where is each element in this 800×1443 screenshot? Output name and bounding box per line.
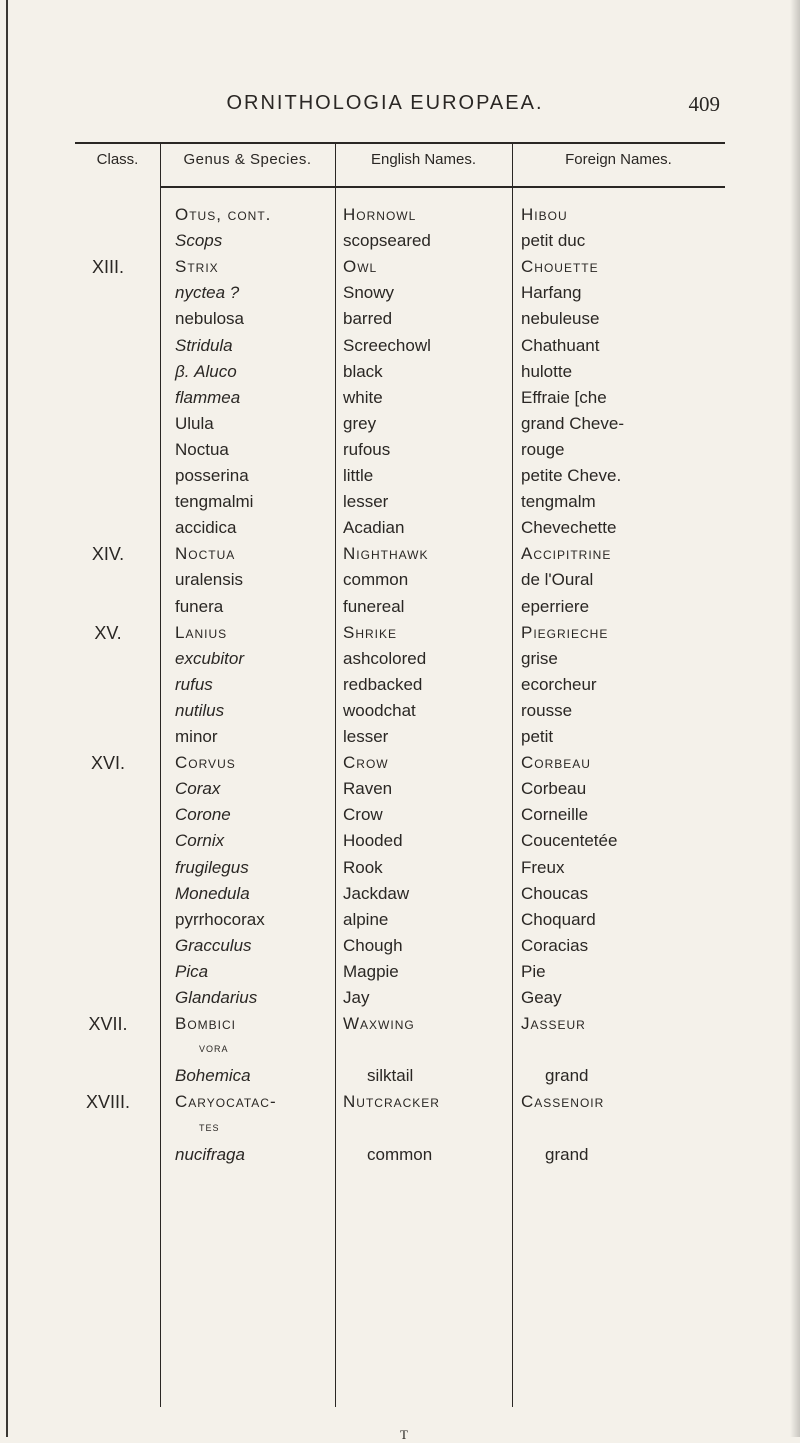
foreign-name-cell: Coucentetée: [521, 831, 618, 851]
foreign-name-cell: de l'Oural: [521, 570, 594, 590]
english-name-cell: little: [343, 466, 374, 485]
foreign-name-cell: Accipitrine: [521, 544, 612, 564]
class-numeral: XVII.: [88, 1014, 128, 1035]
foreign-name-cell: petite Cheve.: [521, 466, 622, 485]
english-name-cell: black: [343, 361, 383, 381]
foreign-name-cell: grand: [545, 1066, 589, 1086]
genus-species-cell: flammea: [175, 387, 241, 407]
english-name-cell: white: [343, 387, 383, 407]
table-row: [0, 675, 800, 701]
english-name-cell: alpine: [343, 909, 389, 929]
table-row: [0, 1092, 800, 1118]
signature-mark: T: [400, 1427, 408, 1442]
genus-species-cell: minor: [175, 727, 218, 746]
table-row: [0, 440, 800, 466]
english-name-cell: Shrike: [343, 622, 398, 642]
english-name-cell: rufous: [343, 439, 391, 459]
english-name-cell: Hooded: [343, 831, 403, 851]
table-row: [0, 884, 800, 910]
english-name-cell: redbacked: [343, 674, 423, 694]
table-row: [0, 309, 800, 335]
genus-species-cell: accidica: [175, 518, 237, 538]
table-row: [0, 492, 800, 518]
foreign-name-cell: eperriere: [521, 596, 590, 616]
foreign-name-cell: Chouette: [521, 257, 599, 277]
genus-species-cell: Noctua: [175, 439, 229, 459]
foreign-name-cell: Corbeau: [521, 779, 587, 799]
foreign-name-cell: rouge: [521, 439, 565, 459]
table-row: [0, 831, 800, 857]
table-row: [0, 910, 800, 936]
foreign-name-cell: Hibou: [521, 205, 568, 224]
english-name-cell: Snowy: [343, 283, 395, 303]
english-name-cell: lesser: [343, 492, 389, 512]
foreign-name-cell: Coracias: [521, 935, 589, 955]
english-name-cell: Owl: [343, 257, 378, 277]
genus-species-cell: Gracculus: [175, 935, 252, 955]
table-row: [0, 414, 800, 440]
table-row: [0, 257, 800, 283]
table-row: [0, 962, 800, 988]
table-row: [0, 362, 800, 388]
genus-species-cell: tengmalmi: [175, 492, 254, 512]
english-name-cell: common: [367, 1144, 433, 1164]
table-row: [0, 1014, 800, 1040]
table-row: [0, 1145, 800, 1171]
genus-species-cell: Monedula: [175, 883, 250, 903]
table-row: [0, 597, 800, 623]
genus-species-cell: Lanius: [175, 622, 228, 642]
header-english-names: English Names.: [370, 151, 477, 168]
foreign-name-cell: rousse: [521, 700, 573, 720]
english-name-cell: Acadian: [343, 518, 405, 538]
table-row: [0, 205, 800, 231]
english-name-cell: lesser: [343, 727, 389, 746]
foreign-name-cell: ecorcheur: [521, 674, 597, 694]
header-class: Class.: [96, 151, 139, 168]
table-row: [0, 1040, 800, 1066]
english-name-cell: Rook: [343, 857, 383, 877]
genus-species-cell: excubitor: [175, 648, 244, 668]
foreign-name-cell: grise: [521, 648, 558, 668]
table-row: [0, 649, 800, 675]
english-name-cell: Crow: [343, 805, 383, 825]
table-row: [0, 858, 800, 884]
genus-species-cell: Glandarius: [175, 988, 258, 1007]
foreign-name-cell: Piegrieche: [521, 622, 609, 642]
table-row: [0, 570, 800, 596]
foreign-name-cell: Pie: [521, 961, 546, 981]
table-row: [0, 1066, 800, 1092]
genus-species-cell: β. Aluco: [175, 361, 237, 381]
table-row: [0, 283, 800, 309]
genus-species-cell: Corvus: [175, 753, 236, 773]
english-name-cell: Crow: [343, 753, 389, 773]
genus-species-cell: uralensis: [175, 570, 244, 590]
genus-species-cell: tes: [199, 1118, 220, 1134]
foreign-name-cell: Choucas: [521, 883, 589, 903]
class-numeral: XVI.: [90, 753, 125, 774]
genus-species-cell: posserina: [175, 466, 249, 485]
genus-species-cell: frugilegus: [175, 857, 249, 877]
genus-species-cell: Stridula: [175, 335, 233, 355]
english-name-cell: ashcolored: [343, 648, 427, 668]
genus-species-cell: Bohemica: [175, 1066, 251, 1086]
english-name-cell: Chough: [343, 935, 403, 955]
table-row: [0, 466, 800, 492]
genus-species-cell: vora: [199, 1040, 229, 1056]
foreign-name-cell: Choquard: [521, 909, 596, 929]
table-row: [0, 701, 800, 727]
english-name-cell: Magpie: [343, 961, 399, 981]
genus-species-cell: Caryocatac-: [175, 1092, 277, 1112]
english-name-cell: Screechowl: [343, 335, 431, 355]
foreign-name-cell: Harfang: [521, 283, 582, 303]
table-row: [0, 805, 800, 831]
foreign-name-cell: Chevechette: [521, 518, 617, 538]
english-name-cell: Raven: [343, 779, 393, 799]
header-foreign-names: Foreign Names.: [565, 151, 672, 168]
foreign-name-cell: nebuleuse: [521, 309, 600, 329]
english-name-cell: Jay: [343, 988, 370, 1007]
table-row: [0, 988, 800, 1014]
table-row: [0, 231, 800, 257]
genus-species-cell: rufus: [175, 674, 213, 694]
foreign-name-cell: Geay: [521, 988, 562, 1007]
english-name-cell: Jackdaw: [343, 883, 410, 903]
genus-species-cell: Pica: [175, 961, 209, 981]
table-row: [0, 727, 800, 753]
english-name-cell: common: [343, 570, 409, 590]
table-row: [0, 388, 800, 414]
english-name-cell: grey: [343, 413, 377, 433]
table-row: [0, 544, 800, 570]
table-row: [0, 779, 800, 805]
english-name-cell: Waxwing: [343, 1014, 415, 1034]
table-row: [0, 1119, 800, 1145]
genus-species-cell: Corax: [175, 779, 221, 799]
class-numeral: XIV.: [91, 544, 125, 565]
english-name-cell: silktail: [367, 1066, 414, 1086]
genus-species-cell: Otus, cont.: [175, 205, 272, 224]
foreign-name-cell: hulotte: [521, 361, 573, 381]
table-row: [0, 753, 800, 779]
genus-species-cell: nucifraga: [175, 1144, 245, 1164]
english-name-cell: woodchat: [343, 700, 416, 720]
foreign-name-cell: Corbeau: [521, 753, 591, 773]
english-name-cell: barred: [343, 309, 393, 329]
header-genus-species: Genus & Species.: [183, 151, 312, 168]
genus-species-cell: Corone: [175, 805, 231, 825]
english-name-cell: Nighthawk: [343, 544, 429, 564]
genus-species-cell: Scops: [175, 231, 223, 251]
class-numeral: XVIII.: [85, 1092, 130, 1113]
genus-species-cell: Ulula: [175, 413, 214, 433]
english-name-cell: funereal: [343, 596, 405, 616]
genus-species-cell: Bombici: [175, 1014, 237, 1034]
running-head: ORNITHOLOGIA EUROPAEA.: [226, 92, 544, 114]
foreign-name-cell: Freux: [521, 857, 565, 877]
foreign-name-cell: petit duc: [521, 231, 586, 251]
class-numeral: XIII.: [91, 257, 124, 278]
genus-species-cell: nebulosa: [175, 309, 245, 329]
genus-species-cell: funera: [175, 596, 224, 616]
english-name-cell: Hornowl: [343, 205, 417, 224]
genus-species-cell: Cornix: [175, 831, 225, 851]
class-numeral: XV.: [94, 622, 122, 643]
foreign-name-cell: Corneille: [521, 805, 589, 825]
table-row: [0, 623, 800, 649]
genus-species-cell: pyrrhocorax: [175, 909, 265, 929]
table-row: [0, 936, 800, 962]
english-name-cell: scopseared: [343, 231, 431, 251]
foreign-name-cell: Jasseur: [521, 1014, 586, 1034]
foreign-name-cell: Effraie [che: [521, 387, 607, 407]
table-row: [0, 518, 800, 544]
table-row: [0, 336, 800, 362]
english-name-cell: Nutcracker: [343, 1092, 440, 1112]
genus-species-cell: nutilus: [175, 700, 225, 720]
genus-species-cell: Strix: [175, 257, 219, 277]
foreign-name-cell: grand: [545, 1144, 589, 1164]
foreign-name-cell: grand Cheve-: [521, 413, 625, 433]
genus-species-cell: nyctea ?: [175, 283, 240, 303]
foreign-name-cell: tengmalm: [521, 492, 596, 512]
foreign-name-cell: Chathuant: [521, 335, 600, 355]
genus-species-cell: Noctua: [175, 544, 236, 564]
page-number: 409: [688, 92, 720, 116]
foreign-name-cell: Cassenoir: [521, 1092, 605, 1112]
foreign-name-cell: petit: [521, 727, 554, 746]
